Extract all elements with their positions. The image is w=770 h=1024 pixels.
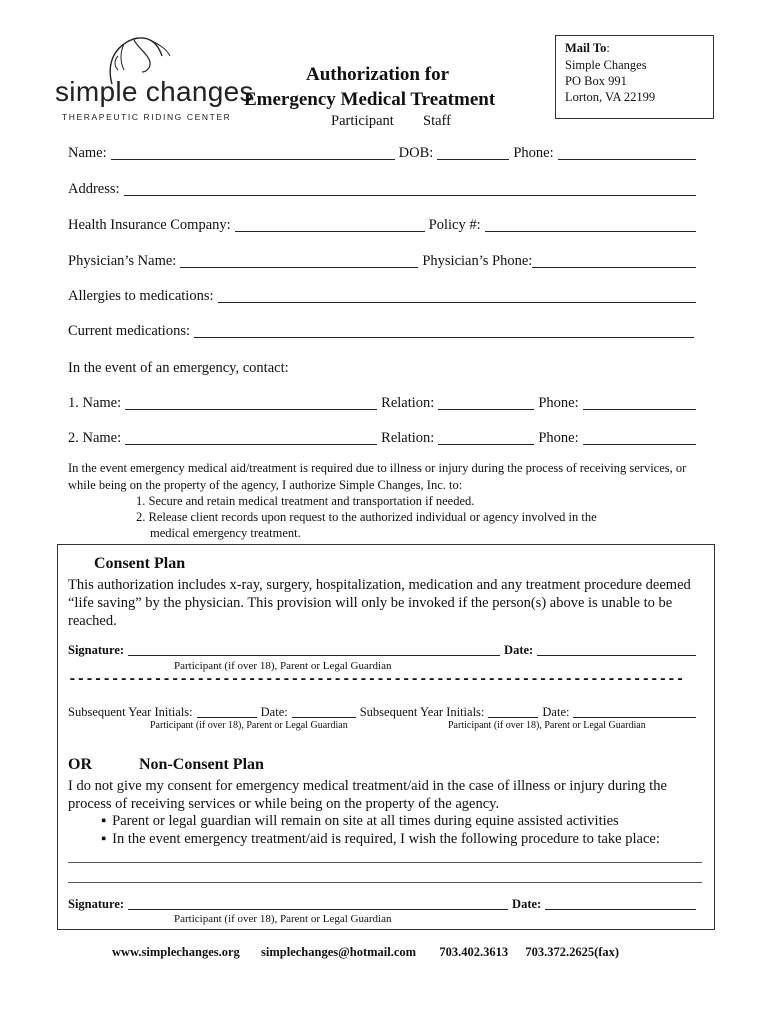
logo xyxy=(50,32,254,127)
phone-field[interactable] xyxy=(558,146,696,160)
non-consent-date-field[interactable] xyxy=(545,896,696,910)
policy-label: Policy #: xyxy=(428,217,481,233)
non-consent-heading: Non-Consent Plan xyxy=(139,756,264,773)
row-address xyxy=(68,181,700,198)
footer-website[interactable]: www.simplechanges.org xyxy=(112,945,240,959)
contact1-name-label: 1. Name: xyxy=(68,395,122,411)
footer-phone: 703.402.3613 xyxy=(439,945,509,959)
subsequent-caption-1: Participant (if over 18), Parent or Legal Guardian xyxy=(150,720,348,731)
consent-signature-field[interactable] xyxy=(128,642,500,656)
option-participant[interactable]: Participant xyxy=(331,113,394,129)
or-label: OR xyxy=(68,756,92,773)
mail-to-line: Simple Changes xyxy=(565,58,647,72)
consent-signer-caption: Participant (if over 18), Parent or Legal Guardian xyxy=(174,660,392,672)
consent-signature-row: Signature: Date: xyxy=(68,642,700,658)
row-contact-2 xyxy=(68,430,700,447)
allergies-label: Allergies to medications: xyxy=(68,288,214,304)
subsequent-date-field-1[interactable] xyxy=(292,704,356,718)
dob-label: DOB: xyxy=(398,145,434,161)
contact2-phone-label: Phone: xyxy=(538,430,579,446)
row-current-meds xyxy=(68,323,698,340)
current-meds-label: Current medications: xyxy=(68,323,191,339)
non-consent-text: I do not give my consent for emergency medical treatment/aid in the case of illness or injury during the process of receiving services or while being on the property of the agency. xyxy=(68,778,667,812)
contact1-name-field[interactable] xyxy=(125,396,377,410)
subsequent-initials-label-1: Subsequent Year Initials: xyxy=(68,705,193,719)
contact1-relation-field[interactable] xyxy=(438,396,534,410)
subsequent-row xyxy=(68,704,700,720)
mail-to-line: PO Box 991 xyxy=(565,74,627,88)
contact2-name-field[interactable] xyxy=(125,431,377,445)
non-consent-signer-caption: Participant (if over 18), Parent or Legal Guardian xyxy=(174,913,392,925)
subsequent-date-label-1: Date: xyxy=(260,705,288,719)
subsequent-date-label-2: Date: xyxy=(542,705,570,719)
consent-date-field[interactable] xyxy=(537,642,696,656)
physician-phone-field[interactable] xyxy=(532,254,696,268)
row-physician xyxy=(68,253,700,270)
procedure-line-2[interactable] xyxy=(68,882,702,883)
consent-text: This authorization includes x-ray, surgery, hospitalization, medication and any treatment procedure deemed “life saving” by the physician. This provision will only be invoked if the person(s) above is unable to be reached. xyxy=(68,577,691,629)
procedure-line-1[interactable] xyxy=(68,862,702,863)
footer-email[interactable]: simplechanges@hotmail.com xyxy=(261,945,417,959)
dashed-divider: ------------------------------------------------------------------------ xyxy=(68,672,685,688)
row-contact-1 xyxy=(68,395,700,412)
non-consent-bullet-2: ▪ In the event emergency treatment/aid is required, I wish the following procedure to take place: xyxy=(101,831,660,848)
emergency-intro: In the event of an emergency, contact: xyxy=(68,360,289,376)
contact1-relation-label: Relation: xyxy=(381,395,435,411)
address-field[interactable] xyxy=(124,182,696,196)
logo-name: simple changes xyxy=(55,76,254,107)
non-consent-bullet-1: ▪ Parent or legal guardian will remain on site at all times during equine assisted activities xyxy=(101,813,619,830)
row-allergies xyxy=(68,288,700,305)
contact2-phone-field[interactable] xyxy=(583,431,696,445)
option-staff[interactable]: Staff xyxy=(423,113,451,129)
form-title-line2: Emergency Medical Treatment xyxy=(244,89,496,110)
mail-to-box: Mail To: Simple Changes PO Box 991 Lorton, VA 22199 xyxy=(555,35,714,119)
physician-name-field[interactable] xyxy=(180,254,418,268)
current-meds-field[interactable] xyxy=(194,324,694,338)
authorization-item-1: 1. Secure and retain medical treatment and transportation if needed. xyxy=(136,494,475,508)
physician-name-label: Physician’s Name: xyxy=(68,253,177,269)
physician-phone-label: Physician’s Phone: xyxy=(422,253,533,269)
row-name xyxy=(68,145,700,162)
non-consent-signature-label: Signature xyxy=(68,897,120,911)
name-label: Name: xyxy=(68,145,107,161)
contact2-name-label: 2. Name: xyxy=(68,430,122,446)
phone-label: Phone: xyxy=(513,145,554,161)
dob-field[interactable] xyxy=(437,146,509,160)
contact2-relation-label: Relation: xyxy=(381,430,435,446)
form-title-line1: Authorization for xyxy=(306,64,450,85)
subsequent-initials-field-2[interactable] xyxy=(488,704,538,718)
insurance-field[interactable] xyxy=(235,218,425,232)
consent-date-label: Date xyxy=(504,643,530,657)
mail-to-label: Mail To xyxy=(565,41,607,55)
logo-tagline: THERAPEUTIC RIDING CENTER xyxy=(62,112,232,122)
contact2-relation-field[interactable] xyxy=(438,431,534,445)
authorization-item-2: 2. Release client records upon request to the authorized individual or agency involved in the xyxy=(136,510,597,524)
non-consent-signature-row: Signature: Date: xyxy=(68,896,700,912)
authorization-paragraph: In the event emergency medical aid/treatment is required due to illness or injury during the process of receiving services, or while being on the property of the agency, I authorize Simple Changes, Inc. to: xyxy=(68,461,687,492)
authorization-item-2-cont: medical emergency treatment. xyxy=(150,526,301,540)
footer-fax: 703.372.2625(fax) xyxy=(525,945,620,959)
consent-signature-label: Signature xyxy=(68,643,120,657)
non-consent-signature-field[interactable] xyxy=(128,896,508,910)
subsequent-caption-2: Participant (if over 18), Parent or Legal Guardian xyxy=(448,720,646,731)
subsequent-initials-field-1[interactable] xyxy=(197,704,257,718)
allergies-field[interactable] xyxy=(218,289,696,303)
mail-to-line: Lorton, VA 22199 xyxy=(565,90,656,104)
contact1-phone-label: Phone: xyxy=(538,395,579,411)
name-field[interactable] xyxy=(111,146,395,160)
non-consent-date-label: Date xyxy=(512,897,538,911)
subsequent-initials-label-2: Subsequent Year Initials: xyxy=(359,705,485,719)
policy-field[interactable] xyxy=(485,218,696,232)
subsequent-date-field-2[interactable] xyxy=(573,704,696,718)
insurance-label: Health Insurance Company: xyxy=(68,217,231,233)
consent-heading: Consent Plan xyxy=(94,555,186,572)
address-label: Address: xyxy=(68,181,120,197)
contact1-phone-field[interactable] xyxy=(583,396,696,410)
footer xyxy=(112,945,619,960)
row-insurance xyxy=(68,217,700,234)
